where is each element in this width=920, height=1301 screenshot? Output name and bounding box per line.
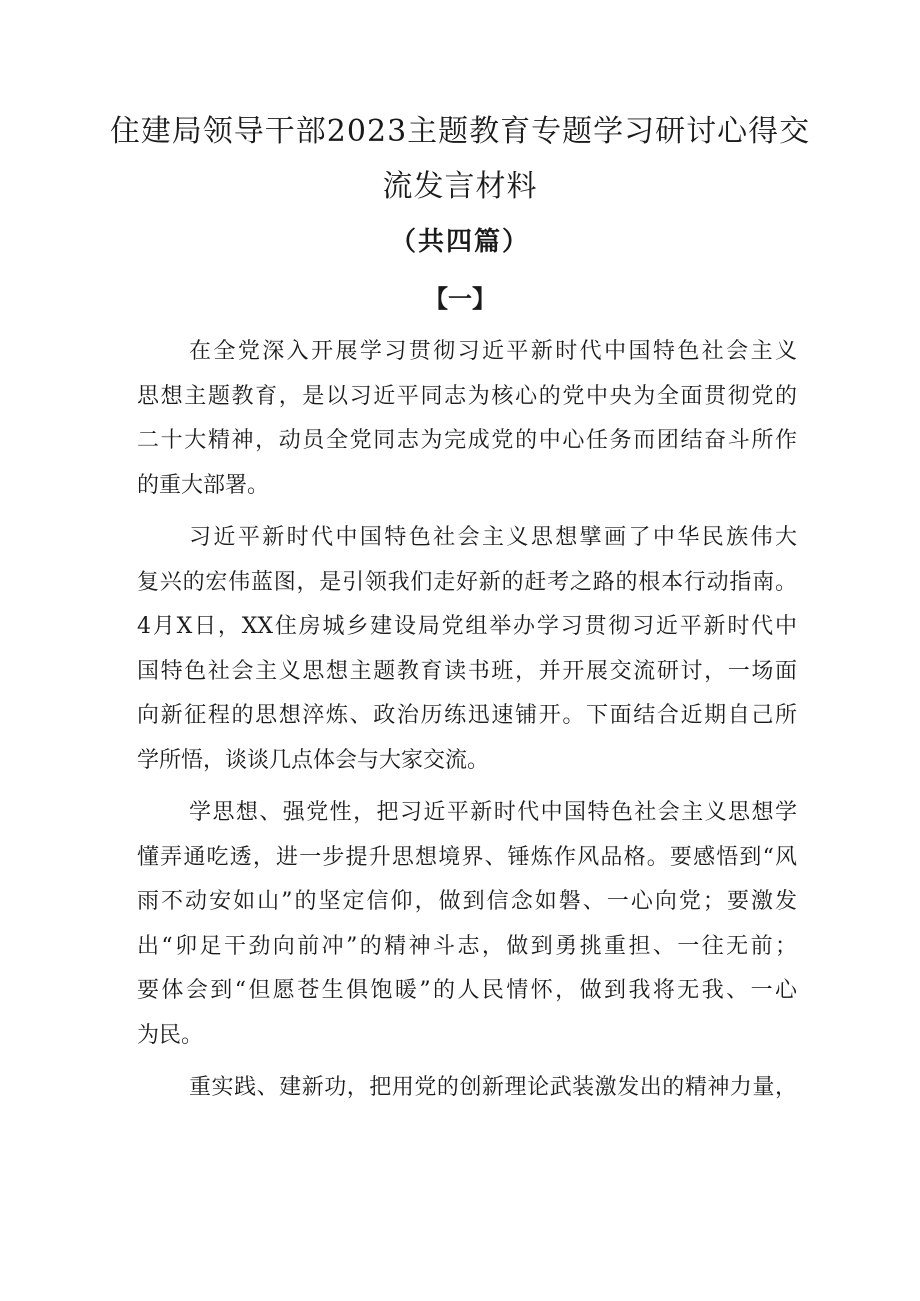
document-title-line-1: 住建局领导干部2023主题教育专题学习研讨心得交 xyxy=(109,114,811,149)
paragraph-line: 重实践、建新功，把用党的创新理论武装激发出的精神力量， xyxy=(189,1075,797,1100)
paragraph-line: 学思想、强党性，把习近平新时代中国特色社会主义思想学 xyxy=(189,800,797,825)
paragraph-line: 为民。 xyxy=(137,1022,204,1048)
paragraph-spacer xyxy=(137,508,797,516)
paragraph-line: 思想主题教育，是以习近平同志为核心的党中央为全面贯彻党的 xyxy=(137,383,797,409)
paragraph-1 xyxy=(137,330,797,508)
paragraph-line: 的重大部署。 xyxy=(137,472,270,498)
document-body xyxy=(137,330,797,1111)
paragraph-line: 习近平新时代中国特色社会主义思想擘画了中华民族伟大 xyxy=(189,525,797,550)
paragraph-line: 复兴的宏伟蓝图，是引领我们走好新的赶考之路的根本行动指南。 xyxy=(137,569,797,595)
paragraph-line: 要体会到“但愿苍生俱饱暖”的人民情怀，做到我将无我、一心 xyxy=(137,978,797,1003)
paragraph-2 xyxy=(137,516,797,783)
paragraph-spacer xyxy=(137,783,797,791)
paragraph-line: 懂弄通吃透，进一步提升思想境界、锤炼作风品格。要感悟到“风 xyxy=(137,844,797,870)
paragraph-line: 向新征程的思想淬炼、政治历练迅速铺开。下面结合近期自己所 xyxy=(137,703,797,728)
section-heading: 【一】 xyxy=(424,284,496,313)
paragraph-spacer xyxy=(137,1058,797,1066)
document-title-line-2: 流发言材料 xyxy=(382,169,538,204)
document-subtitle: （共四篇） xyxy=(389,227,530,257)
paragraph-line: 学所悟，谈谈几点体会与大家交流。 xyxy=(137,747,490,773)
paragraph-line: 雨不动安如山”的坚定信仰，做到信念如磐、一心向党；要激发 xyxy=(137,889,797,914)
paragraph-3 xyxy=(137,791,797,1058)
paragraph-line: 4月X日，XX住房城乡建设局党组举办学习贯彻习近平新时代中 xyxy=(137,614,797,639)
paragraph-line: 二十大精神，动员全党同志为完成党的中心任务而团结奋斗所作 xyxy=(137,428,797,453)
paragraph-line: 出“卯足干劲向前冲”的精神斗志，做到勇挑重担、一往无前； xyxy=(137,933,797,959)
paragraph-line: 国特色社会主义思想主题教育读书班，并开展交流研讨，一场面 xyxy=(137,658,797,684)
paragraph-4 xyxy=(137,1066,797,1111)
paragraph-line: 在全党深入开展学习贯彻习近平新时代中国特色社会主义 xyxy=(189,339,797,364)
